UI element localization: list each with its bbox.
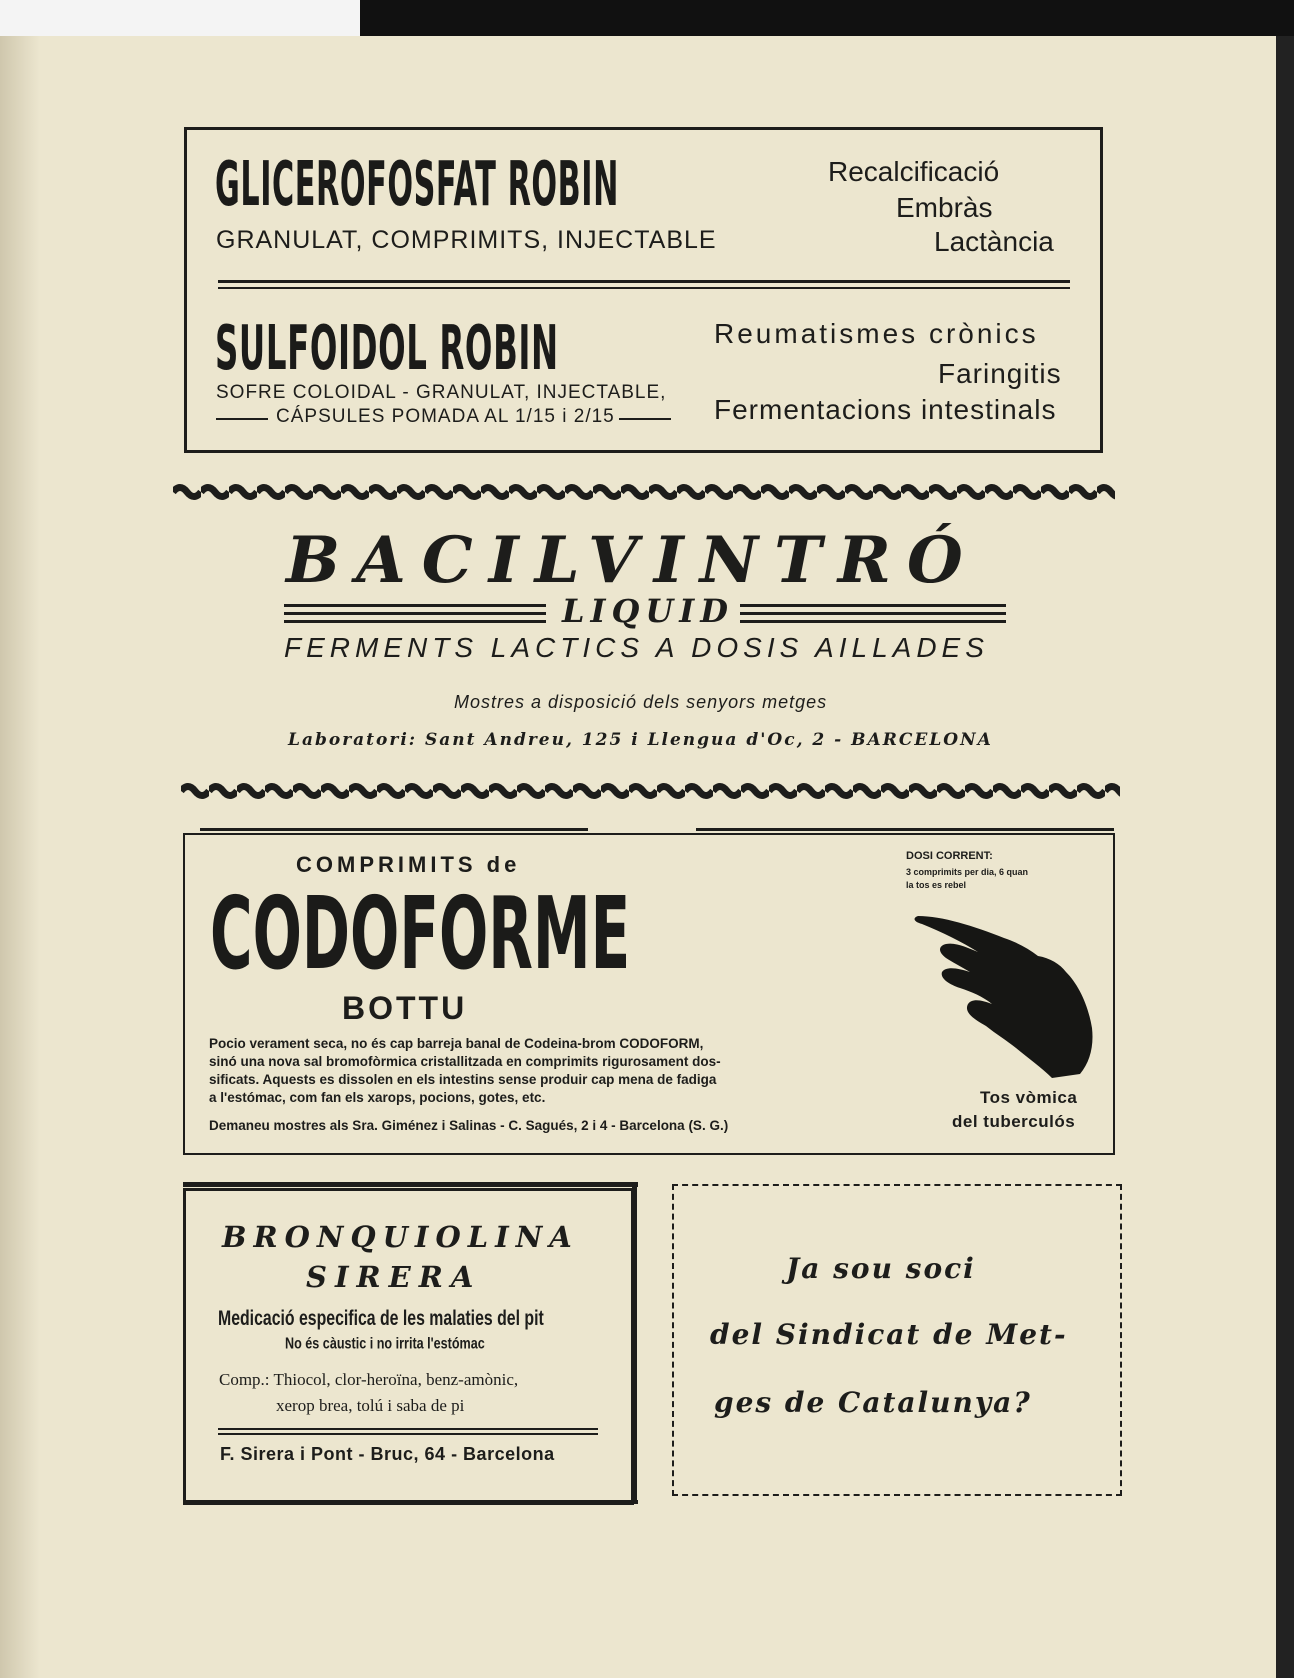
bronquiolina-comp-2: xerop brea, tolú i saba de pi	[276, 1396, 465, 1415]
codoforme-caption-1: Tos vòmica	[980, 1088, 1078, 1107]
bronquiolina-rule-1	[218, 1428, 598, 1430]
glicerofosfat-use-1: Recalcificació	[828, 156, 1000, 187]
bronquiolina-top-bar	[183, 1182, 638, 1187]
glicerofosfat-use-3: Lactància	[934, 226, 1054, 257]
bronquiolina-title-1: BRONQUIOLINA	[222, 1220, 579, 1254]
bronquiolina-title-2: SIRERA	[306, 1260, 482, 1294]
codoforme-brand: BOTTU	[342, 990, 468, 1026]
scan-top-band	[0, 0, 1294, 36]
bronquiolina-rule-2	[218, 1433, 598, 1435]
bronquiolina-comp-1: Comp.: Thiocol, clor-heroïna, benz-amònic,	[219, 1370, 519, 1389]
wave-separator-bottom	[181, 781, 1120, 801]
sulfoidol-dash-right	[619, 418, 671, 420]
bacilvintro-subtitle: LIQUID	[562, 592, 734, 630]
robin-divider-bottom	[218, 287, 1070, 289]
codoforme-dose-2: la tos es rebel	[906, 880, 967, 890]
bacilvintro-note: Mostres a disposició dels senyors metges	[454, 692, 828, 712]
wave-separator-top	[173, 482, 1115, 502]
codoforme-kicker: COMPRIMITS de	[296, 852, 521, 877]
sindicat-line-1: Ja sou soci	[786, 1252, 976, 1285]
bronquiolina-footer: F. Sirera i Pont - Bruc, 64 - Barcelona	[220, 1444, 555, 1464]
codoforme-top-rule-left	[200, 828, 588, 831]
codoforme-top-rule-right	[696, 828, 1114, 831]
scan-top-white	[0, 0, 360, 36]
pointing-hand-icon	[912, 908, 1096, 1082]
codoforme-body-1: Pocio verament seca, no és cap barreja banal de Codeina-brom CODOFORM,	[209, 1036, 704, 1051]
liquid-rule-right-1	[740, 604, 1006, 607]
glicerofosfat-title: GLICEROFOSFAT ROBIN	[215, 148, 619, 220]
bacilvintro-address: Laboratori: Sant Andreu, 125 i Llengua d'Oc, 2 - BARCELONA	[288, 730, 993, 750]
sindicat-line-2: del Sindicat de Met-	[710, 1318, 1068, 1351]
bacilvintro-tagline: FERMENTS LACTICS A DOSIS AILLADES	[284, 632, 989, 663]
bronquiolina-bottom-bar	[183, 1500, 638, 1504]
bacilvintro-title: BACILVINTRÓ	[286, 523, 979, 598]
scan-right-band	[1276, 36, 1294, 1678]
liquid-rule-left-3	[284, 620, 546, 623]
sulfoidol-title: SULFOIDOL ROBIN	[215, 312, 559, 384]
codoforme-dose-1: 3 comprimits per dia, 6 quan	[906, 867, 1029, 877]
sulfoidol-line-1: SOFRE COLOIDAL - GRANULAT, INJECTABLE,	[216, 382, 667, 403]
glicerofosfat-use-2: Embràs	[896, 192, 993, 223]
codoforme-body-4: a l'estómac, com fan els xarops, pocions, gotes, etc.	[209, 1090, 546, 1105]
bronquiolina-line-1: Medicació especifica de les malaties del pit	[218, 1306, 544, 1330]
liquid-rule-left-2	[284, 612, 546, 615]
sulfoidol-use-3: Fermentacions intestinals	[714, 394, 1057, 425]
spine-shadow	[0, 36, 40, 1678]
sulfoidol-line-2: CÁPSULES POMADA AL 1/15 i 2/15	[276, 406, 615, 427]
liquid-rule-right-3	[740, 620, 1006, 623]
bronquiolina-line-2: No és càustic i no irrita l'estómac	[285, 1334, 485, 1352]
codoforme-dose-title: DOSI CORRENT:	[906, 850, 993, 862]
liquid-rule-right-2	[740, 612, 1006, 615]
glicerofosfat-subtitle: GRANULAT, COMPRIMITS, INJECTABLE	[216, 226, 717, 254]
sulfoidol-use-2: Faringitis	[938, 358, 1062, 389]
liquid-rule-left-1	[284, 604, 546, 607]
sindicat-line-3: ges de Catalunya?	[714, 1386, 1032, 1419]
codoforme-title: CODOFORME	[210, 875, 631, 992]
codoforme-body-2: sinó una nova sal bromofòrmica cristallitzada en comprimits rigurosament dos-	[209, 1054, 721, 1069]
robin-divider-top	[218, 280, 1070, 283]
sulfoidol-use-1: Reumatismes crònics	[714, 318, 1039, 349]
codoforme-caption-2: del tuberculós	[952, 1112, 1076, 1131]
bronquiolina-right-bar	[632, 1182, 637, 1504]
sulfoidol-dash-left	[216, 418, 268, 420]
codoforme-footer: Demaneu mostres als Sra. Giménez i Salinas - C. Sagués, 2 i 4 - Barcelona (S. G.)	[209, 1118, 729, 1133]
codoforme-body-3: sificats. Aquests es dissolen en els intestins sense produir cap mena de fadiga	[209, 1072, 717, 1087]
